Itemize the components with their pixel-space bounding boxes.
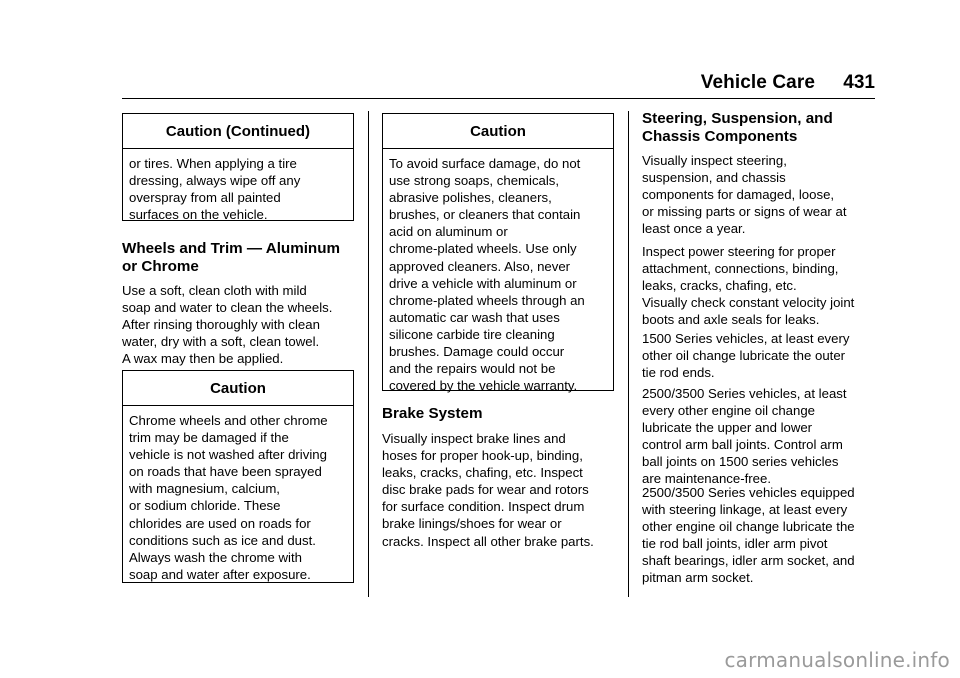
caution-box-surface bbox=[382, 113, 614, 394]
steering-paragraph-2: Inspect power steering for proper attachment, connections, binding, leaks, cracks, chafing, etc. bbox=[642, 244, 839, 294]
caution-title: Caution bbox=[123, 371, 353, 406]
caution-box-continued bbox=[122, 113, 354, 221]
caution-title: Caution (Continued) bbox=[123, 114, 353, 149]
section-heading-steering: Steering, Suspension, and Chassis Components bbox=[642, 110, 833, 145]
watermark: carmanualsonline.info bbox=[724, 648, 950, 672]
column-divider-1 bbox=[368, 111, 369, 597]
steering-paragraph-4: 1500 Series vehicles, at least every other oil change lubricate the outer tie rod ends. bbox=[642, 331, 850, 381]
caution-text: Chrome wheels and other chrome trim may be damaged if the vehicle is not washed after driving on roads that have been sprayed with magnesium, calcium, or sodium chloride. These chlorides are used on roads for conditions such as ice and dust. Always wash the chrome with soap and water after exposure. bbox=[129, 413, 328, 582]
wheels-paragraph: Use a soft, clean cloth with mild soap and water to clean the wheels. After rinsing thoroughly with clean water, dry with a soft, clean towel. A wax may then be applied. bbox=[122, 283, 333, 367]
brake-paragraph: Visually inspect brake lines and hoses for proper hook-up, binding, leaks, cracks, chafing, etc. Inspect disc brake pads for wear and rotors for surface condition. Inspect drum brake linings/shoes for wear or cracks. Inspect all other brake parts. bbox=[382, 431, 594, 549]
section-title: Vehicle Care bbox=[700, 72, 815, 93]
section-heading-brake: Brake System bbox=[382, 405, 483, 422]
caution-text: To avoid surface damage, do not use strong soaps, chemicals, abrasive polishes, cleaners, brushes, or cleaners that contain acid on aluminum or chrome-plated wheels. Use only approved cleaners. Also, never drive a vehicle with aluminum or chrome-plated wheels through an automatic car wash that uses silicone carbide tire cleaning brushes. Damage could occur and the repairs would not be covered by the vehicle warranty. bbox=[389, 156, 585, 394]
caution-text: or tires. When applying a tire dressing, always wipe off any overspray from all painted surfaces on the vehicle. bbox=[129, 156, 301, 223]
steering-paragraph-1: Visually inspect steering, suspension, and chassis components for damaged, loose, or missing parts or signs of wear at least once a year. bbox=[642, 153, 847, 237]
steering-paragraph-3: Visually check constant velocity joint boots and axle seals for leaks. bbox=[642, 295, 855, 328]
steering-paragraph-5: 2500/3500 Series vehicles, at least every other engine oil change lubricate the upper and lower control arm ball joints. Control arm ball joints on 1500 series vehicles are maintenance-free. bbox=[642, 386, 847, 487]
page-header bbox=[122, 70, 875, 98]
steering-paragraph-6: 2500/3500 Series vehicles equipped with steering linkage, at least every other engine oil change lubricate the tie rod ball joints, idler arm pivot shaft bearings, idler arm socket, and pitman arm socket. bbox=[642, 485, 855, 586]
page-number: 431 bbox=[843, 72, 875, 93]
caution-box-chrome bbox=[122, 370, 354, 583]
column-divider-2 bbox=[628, 111, 629, 597]
header-divider bbox=[122, 98, 875, 99]
caution-title: Caution bbox=[383, 114, 613, 149]
section-heading-wheels: Wheels and Trim — Aluminum or Chrome bbox=[122, 240, 340, 275]
